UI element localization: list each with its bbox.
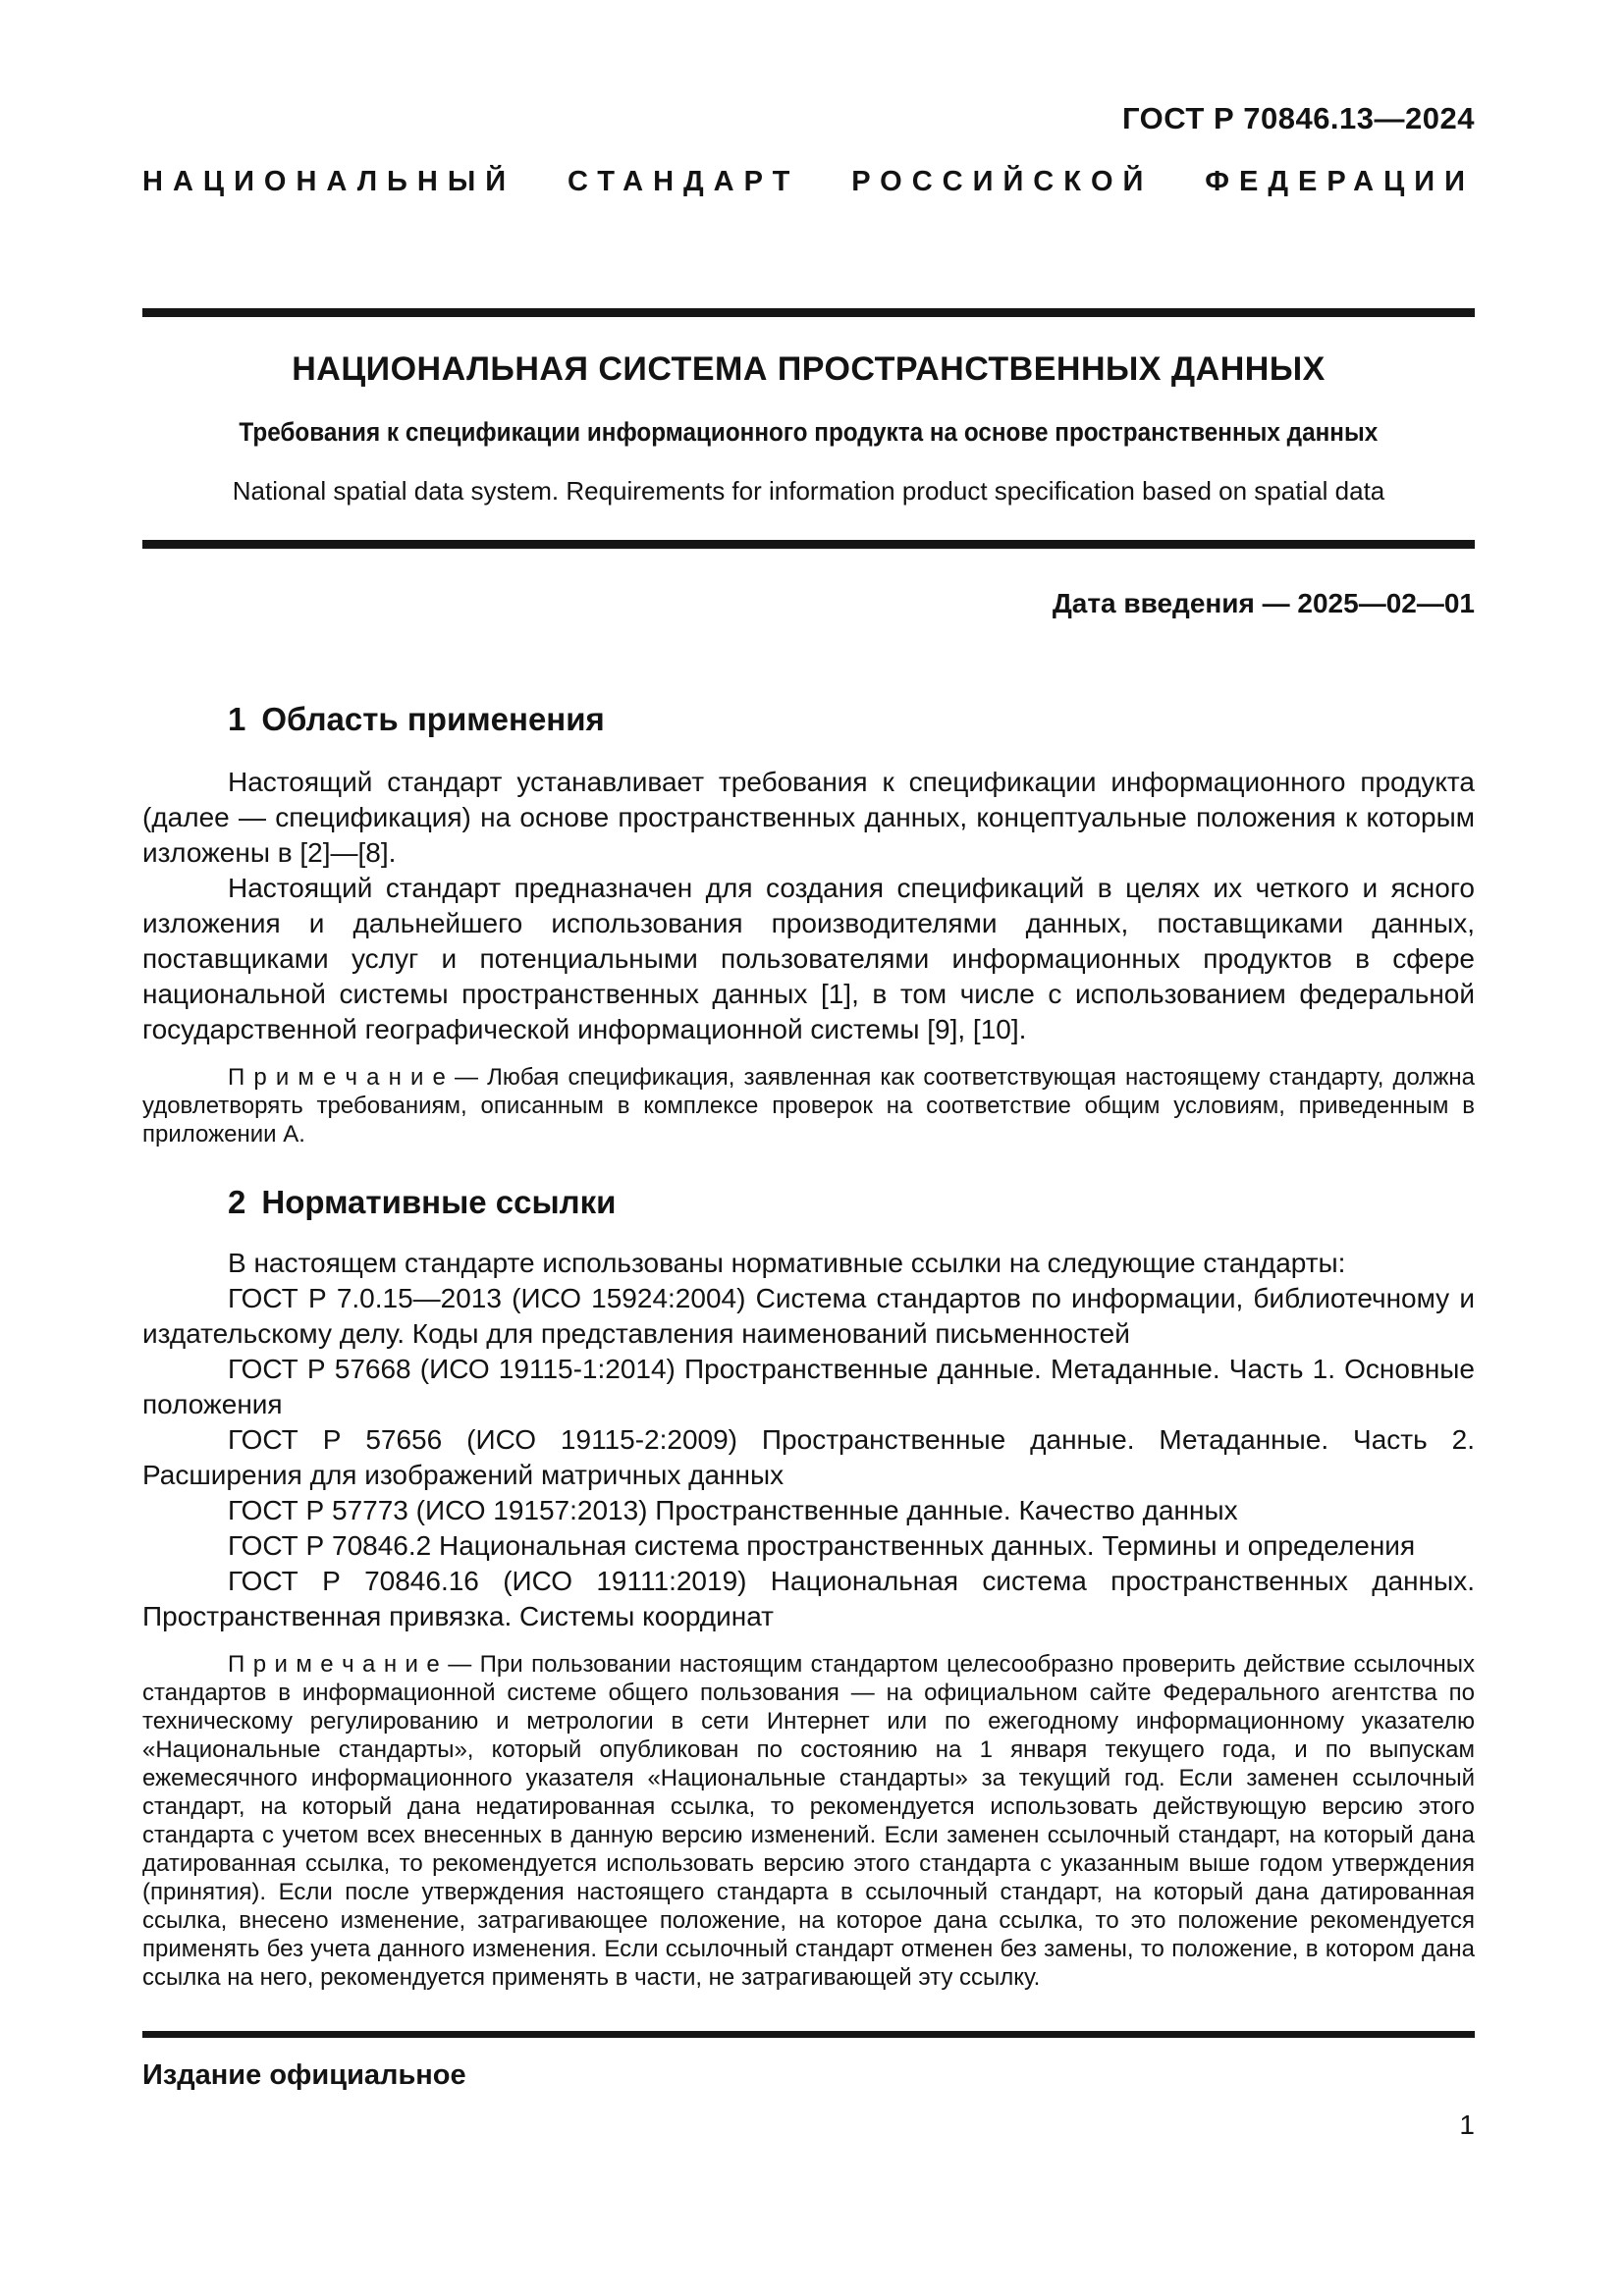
horizontal-rule-top <box>142 308 1475 317</box>
reference-item: ГОСТ Р 57656 (ИСО 19115-2:2009) Пространственные данные. Метаданные. Часть 2. Расширения для изображений матричных данных <box>142 1424 1475 1490</box>
document-code: ГОСТ Р 70846.13—2024 <box>1122 101 1475 135</box>
section-1-paragraph-2: Настоящий стандарт предназначен для создания спецификаций в целях их четкого и ясного изложения и дальнейшего использования производителями данных, поставщиками данных, поставщиками услуг и потенциальными пользователями информационных продуктов в сфере национальной системы пространственных данных [1], в том числе с использованием федеральной государственной географической информационной системы [9], [10]. <box>142 873 1475 1044</box>
section-1-note-text: — Любая спецификация, заявленная как соответствующая настоящему стандарту, должна удовлетворять требованиям, описанным в комплексе проверок на соответствие общим условиям, приведенным в приложении А. <box>142 1064 1475 1148</box>
reference-item: ГОСТ Р 70846.2 Национальная система пространственных данных. Термины и определения <box>228 1530 1416 1561</box>
section-2-heading <box>142 1184 1475 1221</box>
section-2-note-label: П р и м е ч а н и е <box>228 1651 440 1678</box>
section-1-note <box>142 1063 1475 1148</box>
reference-item: ГОСТ Р 57668 (ИСО 19115-1:2014) Пространственные данные. Метаданные. Часть 1. Основные положения <box>142 1354 1475 1419</box>
standard-title-english: National spatial data system. Requirements for information product specification based on spatial data <box>232 476 1385 506</box>
section-1-note-label: П р и м е ч а н и е <box>228 1064 446 1091</box>
section-1-number: 1 <box>228 701 246 737</box>
document-page-column <box>142 0 1475 2141</box>
horizontal-rule-under-title <box>142 540 1475 549</box>
page-number: 1 <box>1459 2109 1475 2140</box>
section-2-note <box>142 1650 1475 1992</box>
standard-title-russian-text: Требования к спецификации информационного продукта на основе пространственных данных <box>239 417 1379 447</box>
section-2-title: Нормативные ссылки <box>261 1184 617 1220</box>
section-2-note-text: — При пользовании настоящим стандартом целесообразно проверить действие ссылочных стандартов в информационной системе общего пользования — на официальном сайте Федерального агентства по техническому регулированию и метрологии в сети Интернет или по ежегодному информационному указателю «Национальные стандарты», который опубликован по состоянию на 1 января текущего года, и по выпускам ежемесячного информационного указателя «Национальные стандарты» за текущий год. Если заменен ссылочный стандарт, на который дана недатированная ссылка, то рекомендуется использовать действующую версию этого стандарта с учетом всех внесенных в данную версию изменений. Если заменен ссылочный стандарт, на который дана датированная ссылка, то рекомендуется использовать версию этого стандарта с указанным выше годом утверждения (принятия). Если после утверждения настоящего стандарта в ссылочный стандарт, на который дана датированная ссылка, внесено изменение, затрагивающее положение, на которое дана ссылка, то это положение рекомендуется применять без учета данного изменения. Если ссылочный стандарт отменен без замены, то положение, в котором дана ссылка на него, рекомендуется применять в части, не затрагивающей эту ссылку. <box>142 1651 1475 1991</box>
section-1-heading <box>142 701 1475 738</box>
standard-system-title: НАЦИОНАЛЬНАЯ СИСТЕМА ПРОСТРАНСТВЕННЫХ ДАННЫХ <box>292 350 1326 388</box>
reference-item: ГОСТ Р 57773 (ИСО 19157:2013) Пространственные данные. Качество данных <box>228 1495 1238 1525</box>
reference-item: ГОСТ Р 70846.16 (ИСО 19111:2019) Национальная система пространственных данных. Пространственная привязка. Системы координат <box>142 1566 1475 1631</box>
section-2-intro: В настоящем стандарте использованы нормативные ссылки на следующие стандарты: <box>228 1248 1346 1278</box>
effective-date: Дата введения — 2025—02—01 <box>1052 588 1475 618</box>
section-1-paragraph-1: Настоящий стандарт устанавливает требования к спецификации информационного продукта (далее — спецификация) на основе пространственных данных, концептуальные положения к которым изложены в [2]—[8]. <box>142 767 1475 868</box>
national-standard-banner: НАЦИОНАЛЬНЫЙ СТАНДАРТ РОССИЙСКОЙ ФЕДЕРАЦИИ <box>142 166 1475 197</box>
section-2-number: 2 <box>228 1184 246 1220</box>
horizontal-rule-footer <box>142 2031 1475 2038</box>
standard-title-russian <box>142 417 1475 448</box>
reference-item: ГОСТ Р 7.0.15—2013 (ИСО 15924:2004) Система стандартов по информации, библиотечному и издательскому делу. Коды для представления наименований письменностей <box>142 1283 1475 1349</box>
section-1-title: Область применения <box>261 701 605 737</box>
official-edition-label: Издание официальное <box>142 2059 466 2091</box>
